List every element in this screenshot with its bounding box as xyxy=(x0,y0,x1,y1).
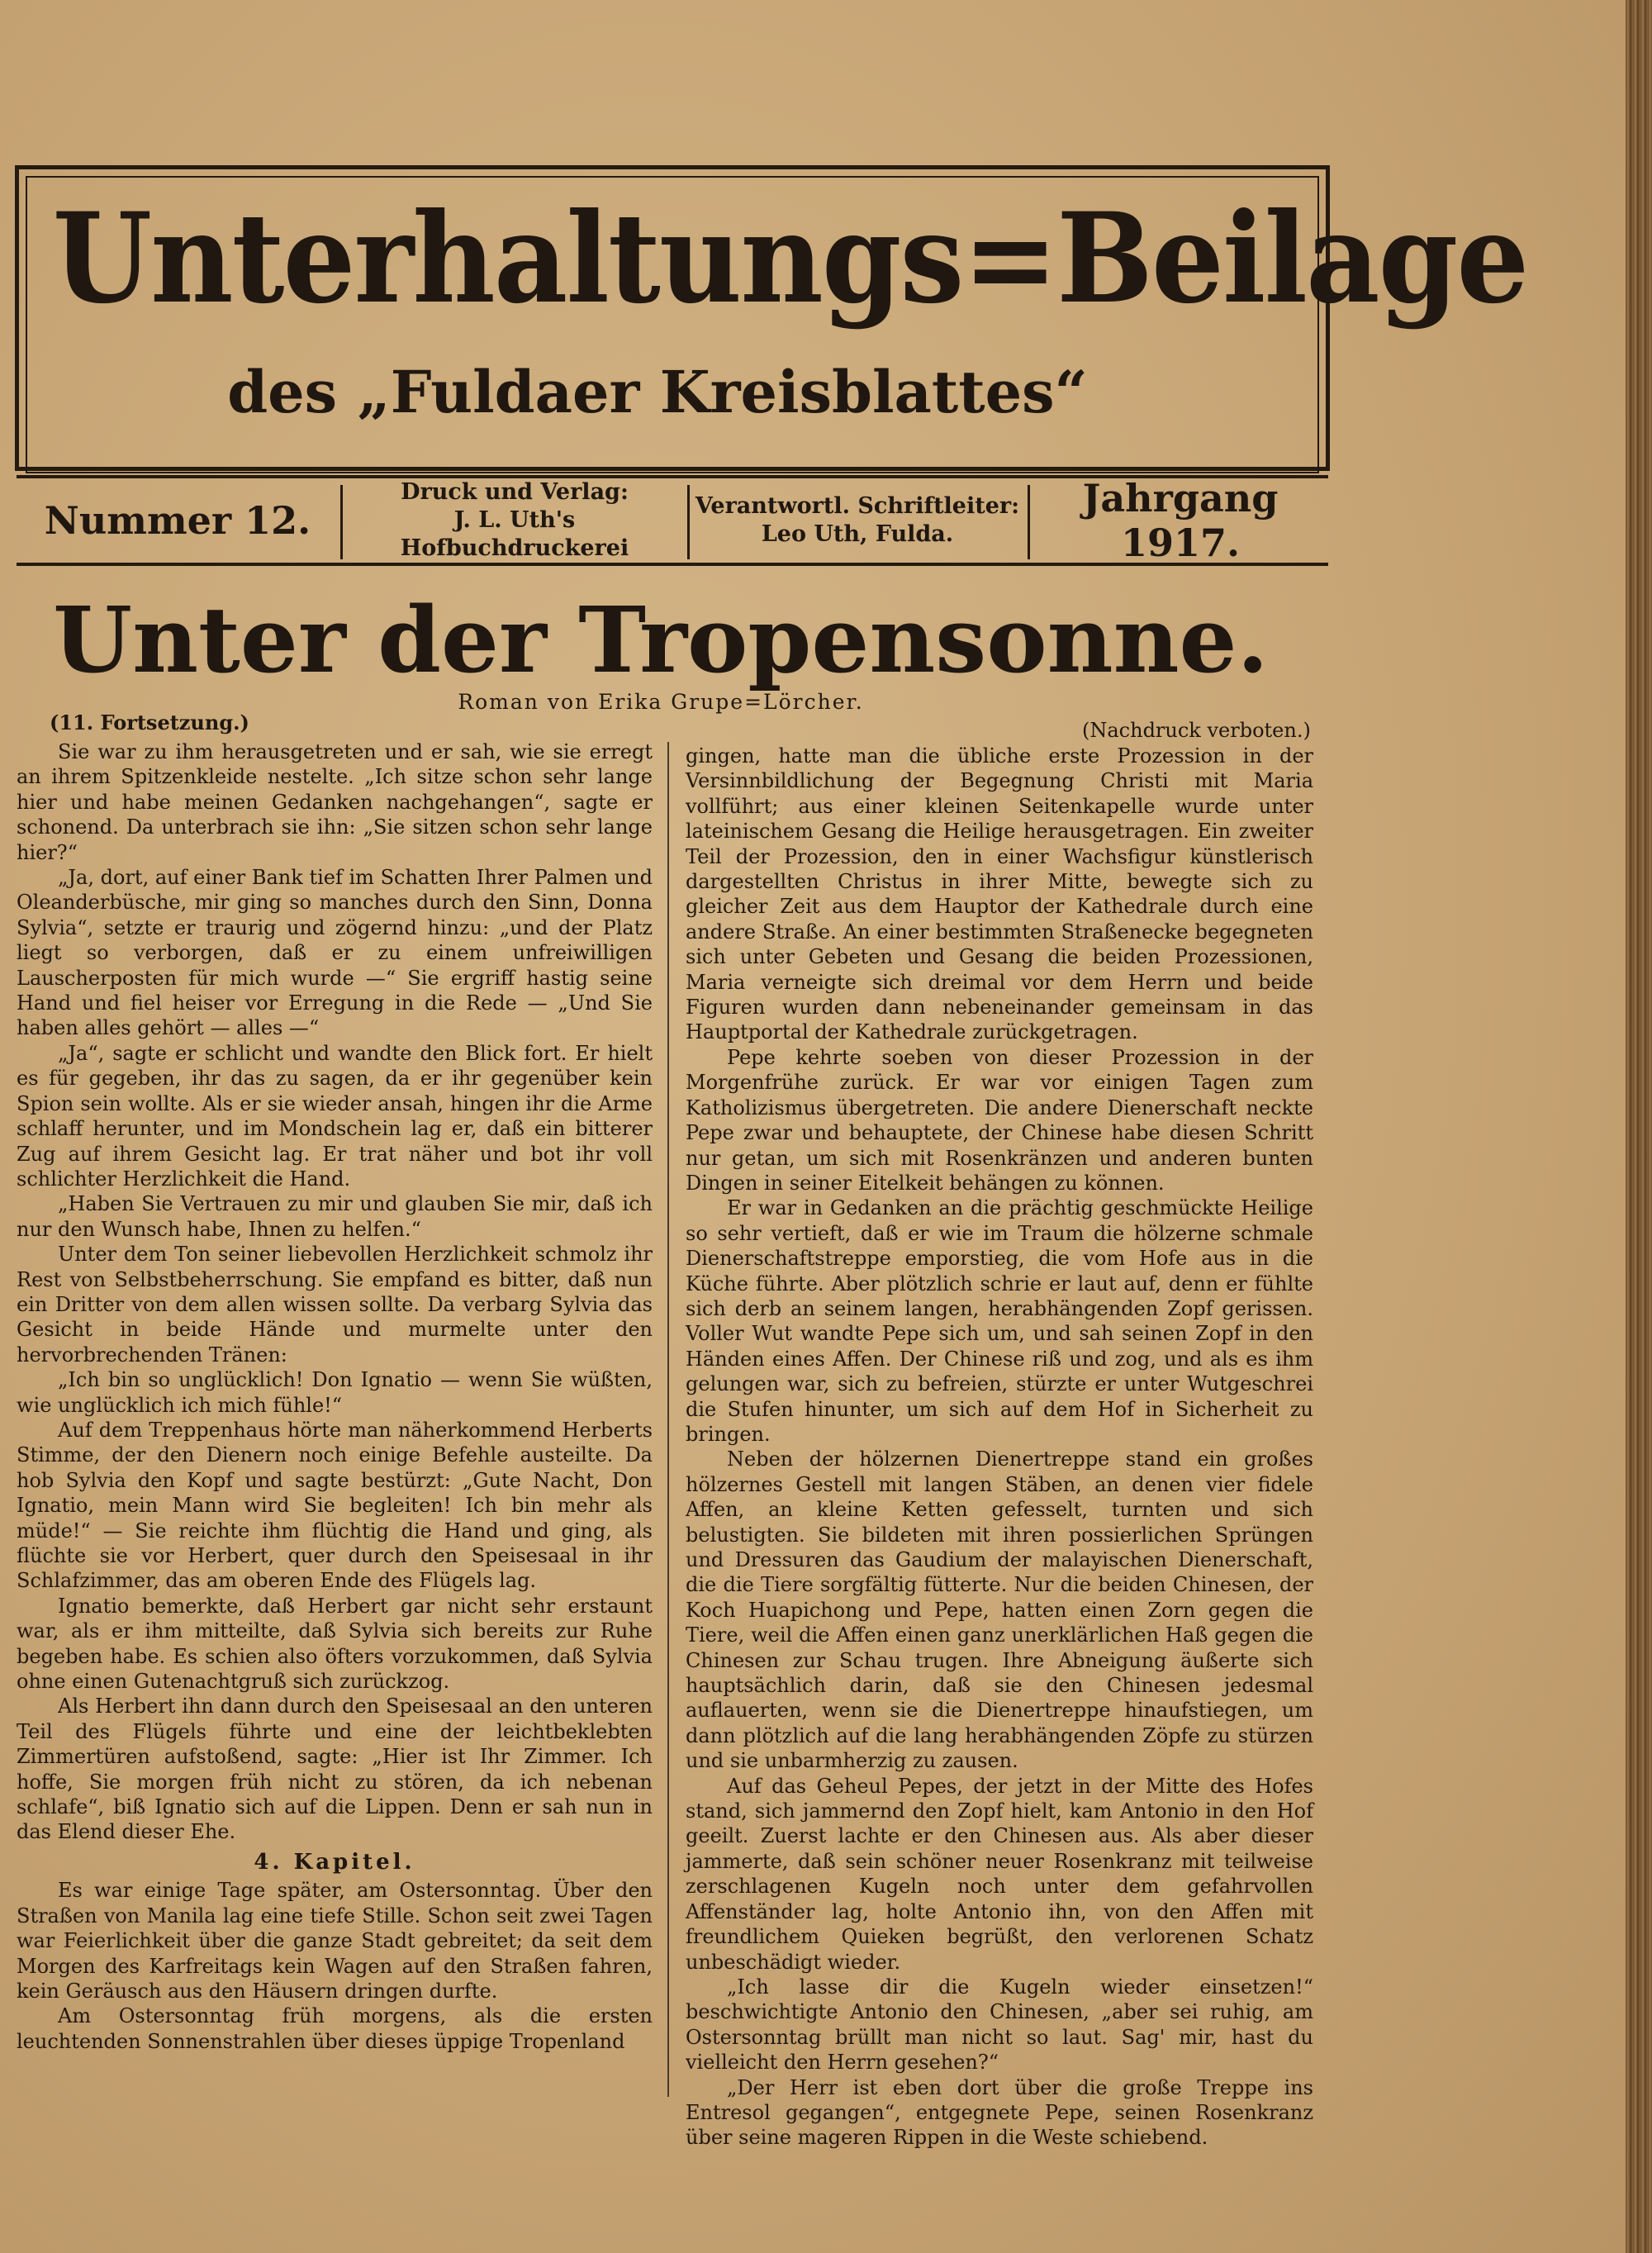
column-divider xyxy=(667,742,669,2097)
reprint-notice: (Nachdruck verboten.) xyxy=(1082,719,1311,742)
infobar-divider xyxy=(1028,485,1030,559)
editor-value: Leo Uth, Fulda. xyxy=(761,521,954,547)
editor-label: Verantwortl. Schriftleiter: xyxy=(695,493,1020,520)
infobar-divider xyxy=(340,485,343,559)
issue-number: Nummer 12. xyxy=(44,498,311,543)
paragraph: Sie war zu ihm herausgetreten und er sah, wie sie erregt an ihrem Spitzenkleide nestelte. „Ich sitze schon sehr lange hier und habe meinen Gedanken nachgehangen“, sagte er schonend. Da unterbrach sie ihn: „Sie sitzen schon sehr lange hier?“ xyxy=(17,740,653,864)
issue-info-bar xyxy=(17,475,1328,566)
paragraph: Auf dem Treppenhaus hörte man näherkommend Herberts Stimme, der den Dienern noch einige Befehle austeilte. Da hob Sylvia den Kopf und sagte bestürzt: „Gute Nacht, Don Ignatio, mein Mann wird Sie begleiten! Ich bin mehr als müde!“ — Sie reichte ihm flüchtig die Hand und ging, als flüchte sie vor Herbert, quer durch den Speisesaal in ihr Schlafzimmer, das am oberen Ende des Flügels lag. xyxy=(17,1418,653,1593)
paragraph: Als Herbert ihn dann durch den Speisesaal an den unteren Teil des Flügels führte und eine der leichtbeklebten Zimmertüren aufstoßend, sagte: „Hier ist Ihr Zimmer. Ich hoffe, Sie morgen früh nicht zu stören, da ich nebenan schlafe“, biß Ignatio sich auf die Lippen. Denn er sah nun in das Elend dieser Ehe. xyxy=(17,1695,653,1844)
paragraph: „Ich lasse dir die Kugeln wieder einsetzen!“ beschwichtigte Antonio den Chinesen, „aber sei ruhig, am Ostersonntag brüllt man nicht so laut. Sag' mir, hast du vielleicht den Herrn gesehen?“ xyxy=(686,1975,1313,2075)
issue-number-cell xyxy=(17,478,339,563)
paragraph: Unter dem Ton seiner liebevollen Herzlichkeit schmolz ihr Rest von Selbstbeherrschung. Sie empfand es bitter, daß nun ein Dritter von dem allen wissen sollte. Da verbarg Sylvia das Gesicht in beide Hände und murmelte unter den hervorbrechenden Tränen: xyxy=(17,1243,653,1367)
paragraph: Ignatio bemerkte, daß Herbert gar nicht sehr erstaunt war, als er ihm mitteilte, daß Sylvia sich bereits zur Ruhe begeben habe. Es schien also öfters vorzukommen, daß Sylvia ohne einen Gutenachtgruß sich zurückzog. xyxy=(17,1594,653,1694)
paragraph: „Ja, dort, auf einer Bank tief im Schatten Ihrer Palmen und Oleanderbüsche, mir ging so manches durch den Sinn, Donna Sylvia“, setzte er traurig und zögernd hinzu: „und der Platz liegt so verborgen, daß er zu einem unfreiwilligen Lauscherposten für mich wurde —“ Sie ergriff hastig seine Hand und fiel heiser vor Erregung in die Rede — „Und Sie haben alles gehört — alles —“ xyxy=(17,866,653,1040)
paragraph: gingen, hatte man die übliche erste Prozession in der Versinnbildlichung der Begegnung Christi mit Maria vollführt; aus einer kleinen Seitenkapelle wurde unter lateinischem Gesang die Heilige herausgetragen. Ein zweiter Teil der Prozession, den in einer Wachsfigur künstlerisch dargestellten Christus in ihrer Mitte, bewegte sich zu gleicher Zeit aus dem Hauptor der Kathedrale durch eine andere Straße. An einer bestimmten Straßenecke begegneten sich unter Gebeten und Gesang die beiden Prozessionen, Maria verneigte sich dreimal vor dem Herrn und beide Figuren wurden dann nebeneinander gemeinsam in das Hauptportal der Kathedrale zurückgetragen. xyxy=(686,744,1313,1044)
publisher-label: Druck und Verlag: xyxy=(401,479,629,506)
paragraph: Am Ostersonntag früh morgens, als die ersten leuchtenden Sonnenstrahlen über dieses üppige Tropenland xyxy=(17,2004,653,2053)
masthead-title: Unterhaltungs=Beilage xyxy=(52,186,1528,331)
article-byline: Roman von Erika Grupe=Lörcher. xyxy=(458,690,864,714)
article-headline: Unter der Tropensonne. xyxy=(53,587,1269,693)
chapter-heading: 4. Kapitel. xyxy=(254,1849,415,1875)
masthead-subtitle: des „Fuldaer Kreisblattes“ xyxy=(227,358,1088,426)
paragraph: Auf das Geheul Pepes, der jetzt in der Mitte des Hofes stand, sich jammernd den Zopf hielt, kam Antonio in den Hof geeilt. Zuerst lachte er den Chinesen aus. Als aber dieser jammerte, daß sein schöner neuer Rosenkranz mit teilweise zerschlagenen Kugeln noch unter dem gefahrvollen Affenständer lag, holte Antonio ihn, von den Affen mit freundlichem Quieken begrüßt, den verlorenen Schatz unbeschädigt wieder. xyxy=(686,1774,1313,1974)
publisher-cell xyxy=(345,478,684,563)
infobar-divider xyxy=(687,485,690,559)
article-column-left xyxy=(17,739,653,2054)
article-column-right xyxy=(686,744,1313,2151)
paragraph: Neben der hölzernen Dienertreppe stand ein großes hölzernes Gestell mit langen Stäben, an denen vier fidele Affen, an kleine Ketten gefesselt, turnten und sich belustigten. Sie bildeten mit ihren possierlichen Sprüngen und Dressuren das Gaudium der malayischen Dienerschaft, die die Tiere sorgfältig fütterte. Nur die beiden Chinesen, der Koch Huapichong und Pepe, hatten einen Zorn gegen die Tiere, weil die Affen einen ganz unerklärlichen Haß gegen die Chinesen zur Schau trugen. Ihre Abneigung äußerte sich hauptsächlich darin, daß sie den Chinesen jedesmal auflauerten, wenn sie die Dienertreppe hinaufstiegen, um dann plötzlich auf die lang herabhängenden Zöpfe zu stürzen und sie unbarmherzig zu zausen. xyxy=(686,1447,1313,1773)
book-binding-edge xyxy=(1626,0,1652,2253)
paragraph: Es war einige Tage später, am Ostersonntag. Über den Straßen von Manila lag eine tiefe Stille. Schon seit zwei Tagen war Feierlichkeit über die ganze Stadt gebreitet; da seit dem Morgen des Karfreitags kein Wagen auf den Straßen fahren, kein Geräusch aus den Häusern dringen durfte. xyxy=(17,1879,653,2003)
year-cell xyxy=(1032,478,1328,563)
paragraph: Er war in Gedanken an die prächtig geschmückte Heilige so sehr vertieft, daß er wie im Traum die hölzerne schmale Dienerschaftstreppe emporstieg, die vom Hofe aus in die Küche führte. Aber plötzlich schrie er laut auf, denn er fühlte sich derb an seinem langen, herabhängenden Zopf gerissen. Voller Wut wandte Pepe sich um, und sah seinen Zopf in den Händen eines Affen. Der Chinese riß und zog, und als es ihm gelungen war, sich zu befreien, stürzte er unter Wutgeschrei die Stufen hinunter, um sich auf dem Hof in Sicherheit zu bringen. xyxy=(686,1196,1313,1446)
paragraph: „Haben Sie Vertrauen zu mir und glauben Sie mir, daß ich nur den Wunsch habe, Ihnen zu helfen.“ xyxy=(17,1192,653,1241)
editor-cell xyxy=(692,478,1023,563)
continuation-note: (11. Fortsetzung.) xyxy=(50,711,249,734)
paragraph: „Ich bin so unglücklich! Don Ignatio — wenn Sie wüßten, wie unglücklich ich mich fühle!“ xyxy=(17,1368,653,1417)
paragraph: Pepe kehrte soeben von dieser Prozession in der Morgenfrühe zurück. Er war vor einigen Tagen zum Katholizismus übergetreten. Die andere Dienerschaft neckte Pepe zwar und behauptete, der Chinese habe diesen Schritt nur getan, um sich mit Rosenkränzen und anderen bunten Dingen in seiner Eitelkeit behängen zu können. xyxy=(686,1045,1313,1195)
paragraph: „Ja“, sagte er schlicht und wandte den Blick fort. Er hielt es für gegeben, ihr das zu sagen, da er ihr gegenüber kein Spion sein wollte. Als er sie wieder ansah, hingen ihr die Arme schlaff herunter, und im Mondschein lag er, daß ein bitterer Zug auf ihrem Gesicht lag. Er trat näher und bot ihr voll schlichter Herzlichkeit die Hand. xyxy=(17,1041,653,1191)
paragraph: „Der Herr ist eben dort über die große Treppe ins Entresol gegangen“, entgegnete Pepe, seinen Rosenkranz über seine mageren Rippen in die Weste schiebend. xyxy=(686,2075,1313,2150)
issue-year: Jahrgang 1917. xyxy=(1082,476,1279,565)
publisher-value: J. L. Uth's Hofbuchdruckerei xyxy=(400,507,629,561)
